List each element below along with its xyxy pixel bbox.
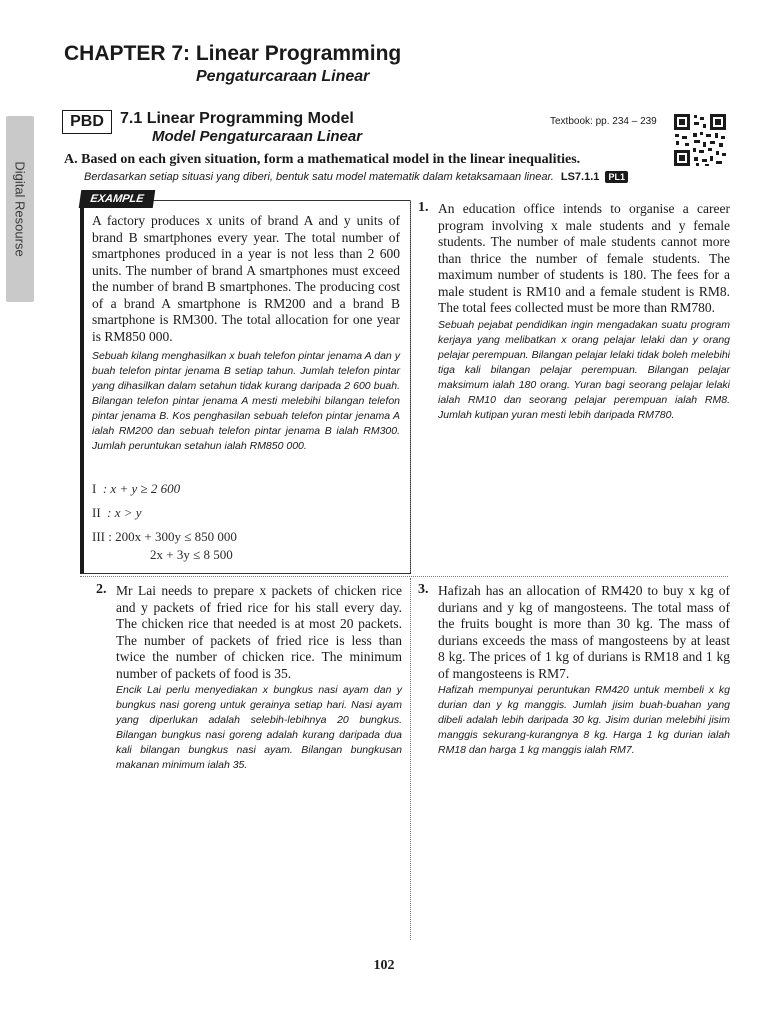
page-number: 102	[373, 958, 395, 973]
section-subtitle: Model Pengaturcaraan Linear	[152, 128, 363, 145]
pl-badge: PL1	[605, 171, 628, 183]
question-3-text-ms: Hafizah mempunyai peruntukan RM420 untuk membeli x kg durian dan y kg manggis. Jumlah jisim buah-buahan yang dibeli adalah lebih daripada 30 kg. Jisim durian melebihi jisim manggis sekurang-kurangnya 8 kg. Harga 1 kg durian ialah RM18 dan harga 1 kg manggis ialah RM7.	[438, 684, 730, 756]
question-3-text-en: Hafizah has an allocation of RM420 to buy x kg of durians and y kg of mangosteens. The total mass of the fruits bought is more than 30 kg. The mass of durians exceeds the mass of mangosteens by at least 8 kg. The prices of 1 kg of durians is RM18 and 1 kg of mangosteens is RM7.	[438, 583, 730, 681]
section-title: 7.1 Linear Programming Model	[120, 110, 354, 127]
digital-resource-tab[interactable]	[6, 116, 34, 302]
chapter-title: CHAPTER 7: Linear Programming	[64, 42, 402, 65]
example-tag: EXAMPLE	[79, 190, 156, 208]
answer-3-label: III	[92, 529, 105, 544]
question-2-text-en: Mr Lai needs to prepare x packets of chicken rice and y packets of fried rice for his stall every day. The chicken rice that needed is at most 20 packets. The number of packets of fried rice is less than twice the number of chicken rice. The minimum number of packets of food is 35.	[116, 583, 402, 681]
digital-resource-label: Digital Resourse	[12, 161, 28, 257]
instruction-ms-text: Berdasarkan setiap situasi yang diberi, bentuk satu model matematik dalam ketaksamaan linear.	[84, 171, 554, 183]
example-box	[80, 200, 411, 574]
ls-code: LS7.1.1	[560, 171, 600, 183]
answer-2-label: II	[92, 505, 101, 520]
row-divider	[80, 576, 728, 577]
question-3	[418, 582, 730, 758]
question-1-text-ms: Sebuah pejabat pendidikan ingin mengadakan suatu program kerjaya yang melibatkan x orang pelajar lelaki dan y orang pelajar perempuan. Bilangan pelajar lelaki tidak boleh melebihi tiga kali bilangan pelajar perempuan. Bilangan pelajar maksimum ialah 180 orang. Yuran bagi seorang pelajar lelaki ialah RM10 dan seorang pelajar perempuan ialah RM8. Jumlah kutipan yuran mesti lebih daripada RM780.	[438, 318, 730, 421]
question-1-text-en: An education office intends to organise a career program involving x male students and y female students. The number of male students cannot more than thrice the number of female students. The maximum number of students is 180. The fees for a male student is RM10 and a female student is RM8. The total fees collected must be more than RM780.	[438, 201, 730, 315]
answer-3	[92, 529, 237, 545]
chapter-subtitle: Pengaturcaraan Linear	[196, 68, 370, 85]
qr-code-icon[interactable]	[672, 112, 728, 168]
answer-3-expr: : 200x + 300y ≤ 850 000	[108, 529, 237, 544]
textbook-reference: Textbook: pp. 234 – 239	[550, 116, 657, 127]
example-text-en: A factory produces x units of brand A and y units of brand B smartphones every year. The total number of smartphones produced in a year is not less than 2 600 units. The number of brand A smartphones must exceed the number of brand B smartphones. The producing cost of a brand A smartphone is RM200 and a brand B smartphone is RM300. The total allocation for one year is RM850 000.	[92, 213, 400, 344]
answer-2-expr: : x > y	[107, 505, 142, 520]
column-divider-bottom	[410, 578, 411, 940]
question-2-number: 2.	[96, 582, 107, 597]
answer-1-label: I	[92, 481, 97, 496]
answer-1-expr: : x + y ≥ 2 600	[102, 481, 181, 496]
question-2-text-ms: Encik Lai perlu menyediakan x bungkus nasi ayam dan y bungkus nasi goreng untuk gerainya setiap hari. Nasi ayam yang diperlukan adalah selebih-lebihnya 20 bungkus. Bilangan bungkus nasi goreng adalah kurang daripada dua kali bilangan bungkus nasi ayam. Bilangan bungkusan makanan minimum ialah 35.	[116, 684, 402, 771]
answer-3-simplified: 2x + 3y ≤ 8 500	[150, 547, 233, 562]
question-1-number: 1.	[418, 200, 429, 215]
question-1	[418, 200, 730, 423]
pbd-badge: PBD	[62, 110, 112, 134]
example-text-ms: Sebuah kilang menghasilkan x buah telefon pintar jenama A dan y buah telefon pintar jenama B setiap tahun. Jumlah telefon pintar yang dihasilkan dalam setahun tidak kurang daripada 2 600 buah. Bilangan telefon pintar jenama A mesti melebihi bilangan telefon pintar jenama B. Kos penghasilan sebuah telefon pintar jenama A ialah RM200 dan sebuah telefon pintar jenama B ialah RM300. Jumlah peruntukan setahun ialah RM850 000.	[92, 350, 400, 452]
part-a-instruction-ms	[84, 171, 628, 183]
part-a-instruction: A. Based on each given situation, form a mathematical model in the linear inequalities.	[64, 152, 581, 167]
answer-2	[92, 505, 142, 521]
question-2	[96, 582, 402, 773]
column-divider-top	[410, 200, 411, 572]
answer-1	[92, 481, 180, 497]
question-3-number: 3.	[418, 582, 429, 597]
